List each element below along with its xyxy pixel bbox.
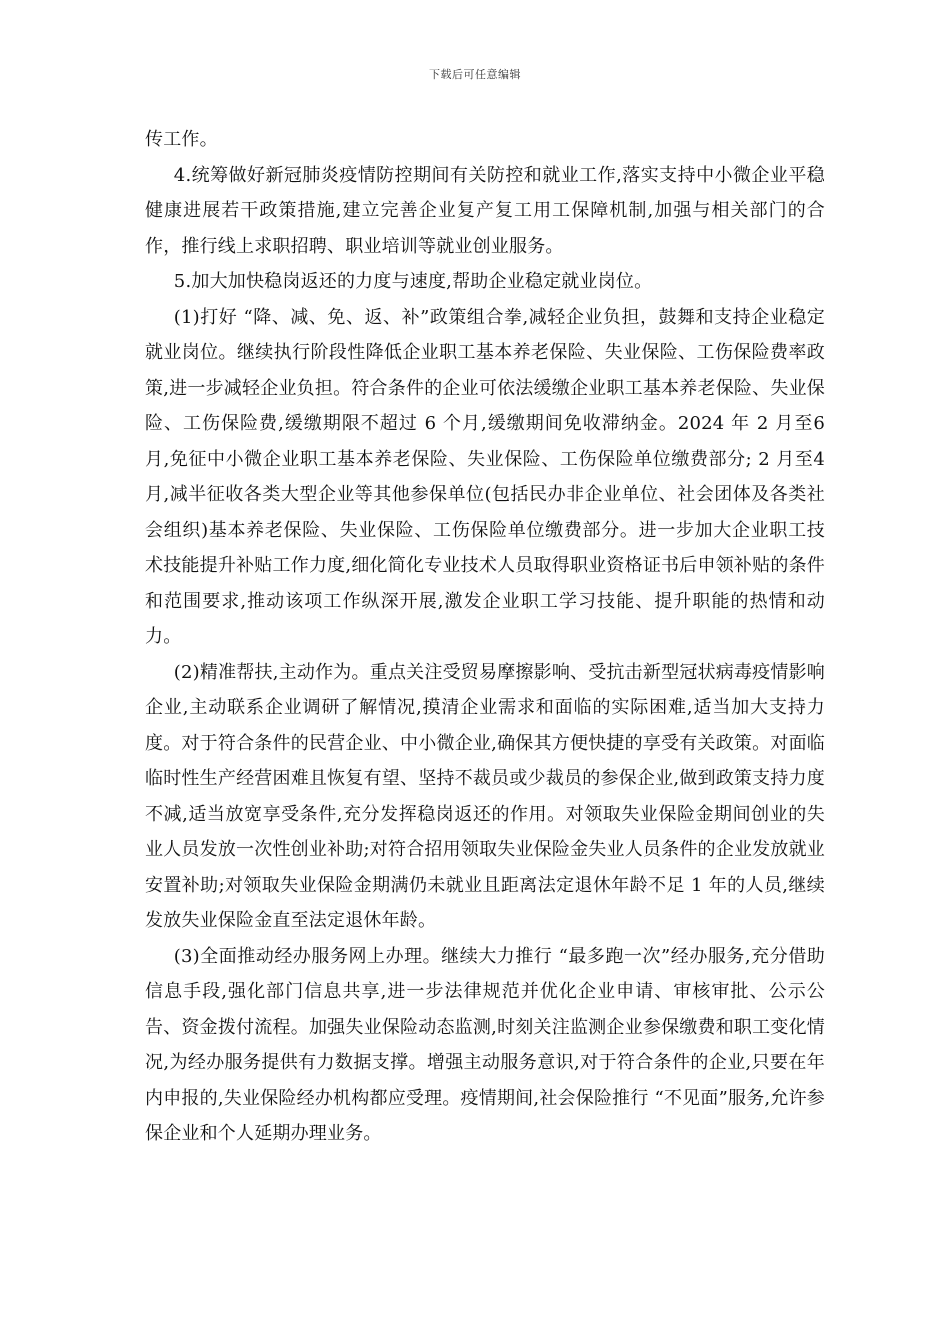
paragraph-item-5: 5.加大加快稳岗返还的力度与速度,帮助企业稳定就业岗位。 — [173, 271, 653, 292]
paragraph-subitem-3: (3)全面推动经办服务网上办理。继续大力推行 “最多跑一次”经办服务,充分借助信息手段,强化部门信息共享,进一步法律规范并优化企业申请、审核审批、公示公告、资金拨付流程。加强失业保险动态监测,时刻关注监测企业参保缴费和职工变化情况,为经办服务提供有力数据支撑。增强主动服务意识,对于符合条件的企业,只要在年内申报的,失业保险经办机构都应受理。疫情期间,社会保险推行 “不见面”服务,允许参保企业和个人延期办理业务。 — [145, 945, 825, 1144]
page-header: 下载后可任意编辑 — [429, 68, 521, 81]
paragraph-subitem-1: (1)打好 “降、减、免、返、补”政策组合拳,减轻企业负担，鼓舞和支持企业稳定就业岗位。继续执行阶段性降低企业职工基本养老保险、失业保险、工伤保险费率政策,进一步减轻企业负担。符合条件的企业可依法缓缴企业职工基本养老保险、失业保险、工伤保险费,缓缴期限不超过 6 个月,缓缴期间免收滞纳金。2024 年 2 月至6 月,免征中小微企业职工基本养老保险、失业保险、工伤保险单位缴费部分; 2 月至4 月,减半征收各类大型企业等其他参保单位(包括民办非企业单位、社会团体及各类社会组织)基本养老保险、失业保险、工伤保险单位缴费部分。进一步加大企业职工技术技能提升补贴工作力度,细化简化专业技术人员取得职业资格证书后申领补贴的条件和范围要求,推动该项工作纵深开展,激发企业职工学习技能、提升职能的热情和动力。 — [145, 306, 825, 647]
paragraph-subitem-2: (2)精准帮扶,主动作为。重点关注受贸易摩擦影响、受抗击新型冠状病毒疫情影响企业,主动联系企业调研了解情况,摸清企业需求和面临的实际困难,适当加大支持力度。对于符合条件的民营企业、中小微企业,确保其方便快捷的享受有关政策。对面临临时性生产经营困难且恢复有望、坚持不裁员或少裁员的参保企业,做到政策支持力度不减,适当放宽享受条件,充分发挥稳岗返还的作用。对领取失业保险金期间创业的失业人员发放一次性创业补助;对符合招用领取失业保险金失业人员条件的企业发放就业安置补助;对领取失业保险金期满仍未就业且距离法定退休年龄不足 1 年的人员,继续发放失业保险金直至法定退休年龄。 — [145, 661, 825, 931]
paragraph-item-4: 4.统筹做好新冠肺炎疫情防控期间有关防控和就业工作,落实支持中小微企业平稳健康进展若干政策措施,建立完善企业复产复工用工保障机制,加强与相关部门的合作，推行线上求职招聘、职业培训等就业创业服务。 — [145, 164, 825, 257]
document-body — [145, 122, 825, 1152]
paragraph-continuation: 传工作。 — [145, 129, 218, 150]
